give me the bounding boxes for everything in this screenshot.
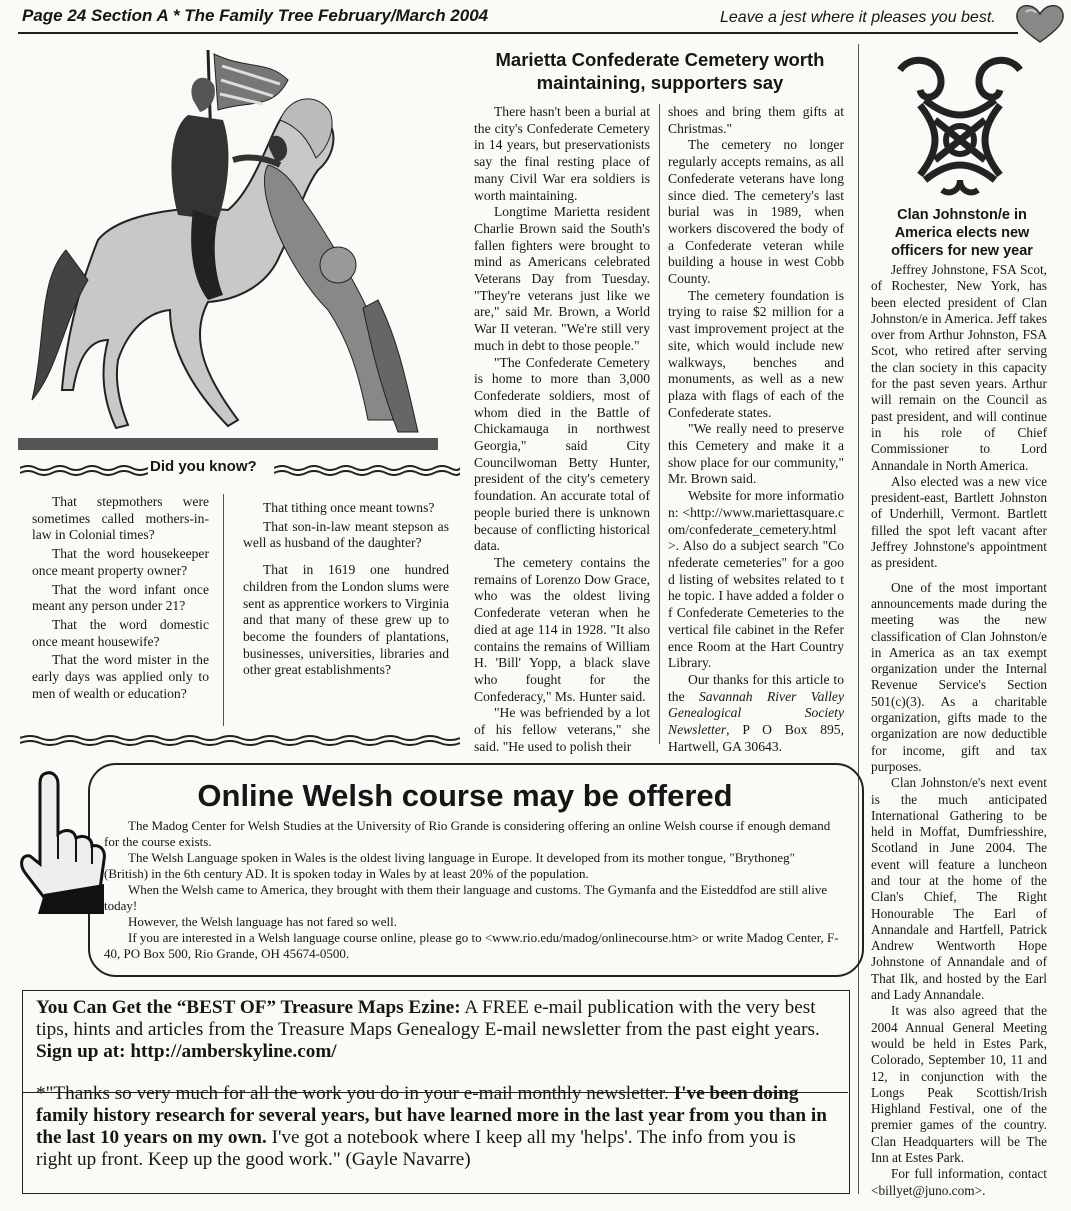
fact-item: That stepmothers were sometimes called mothers-in-law in Colonial times? bbox=[32, 494, 209, 543]
article-paragraph: Jeffrey Johnstone, FSA Scot, of Rochester, New York, has been elected president of Clan Johnston/e in America. Jeff takes over from Arthur Johnston, FSA Scot, who retired after serving the clan society in this capacity for the past seven years. Arthur will remain on the Council as past president, and will continue in his role of Chief Commissioner to Lord Annandale in North America. bbox=[871, 262, 1047, 473]
lead-bold: You Can Get the “BEST OF” Treasure Maps Ezine: bbox=[36, 997, 461, 1018]
fact-item: That the word housekeeper once meant property owner? bbox=[32, 546, 209, 578]
article-paragraph: There hasn't been a burial at the city's Confederate Cemetery in 14 years, but preservationists say the final resting place of many Civil War era soldiers is worth maintaining. bbox=[474, 104, 650, 203]
did-you-know-title: Did you know? bbox=[150, 458, 257, 475]
signup-link[interactable]: Sign up at: http://amberskyline.com/ bbox=[36, 1041, 337, 1062]
fact-item: That the word domestic once meant housewife? bbox=[32, 616, 209, 649]
welsh-paragraph: The Welsh Language spoken in Wales is the oldest living language in Europe. It developed from its mother tongue, "Brythoneg" (British) in the 6th century AD. It is spoken today in Wales by at least 20% of the population. bbox=[104, 850, 795, 881]
clan-column bbox=[871, 262, 1047, 1199]
article-paragraph: Longtime Marietta resident Charlie Brown said the South's fallen fighters were brought to mind as Americans celebrated Veterans Day from Tuesday. "They're veterans just like we are," said Mr. Brown, a World War II veteran. "We're still very much in debt to those people." bbox=[474, 204, 650, 353]
wavy-rule-right bbox=[274, 464, 460, 476]
clan-article-title: Clan Johnston/e in America elects new officers for new year bbox=[891, 207, 1033, 259]
article-paragraph: One of the most important announcements made during the meeting was the new classification of Clan Johnston/e in America as an tax exempt organization under the Internal Revenue Service's Section 501(c)(3). As a charitable organization, gifts made to the organization are now deductible for income, gift and tax purposes. bbox=[871, 579, 1047, 774]
quote-bold: I've been doing family history research for several years, but have learned more in the last year from you than in the last 10 years on my own. bbox=[36, 1083, 827, 1148]
column-divider bbox=[858, 44, 859, 1194]
article-paragraph: Also elected was a new vice president-east, Bartlett Johnston of Underhill, Vermont. Bartlett filled the spot left vacant after Jeffrey Johnstone's appointment as president. bbox=[871, 473, 1047, 571]
lead-text: A FREE e-mail publication with the very best tips, hints and articles from the Treasure Maps Genealogy E-mail newsletter from the past eight years. bbox=[36, 997, 820, 1040]
civil-war-illustration bbox=[18, 40, 463, 460]
column-divider bbox=[659, 104, 660, 744]
wavy-rule-left bbox=[20, 464, 148, 476]
article-paragraph: It was also agreed that the 2004 Annual General Meeting would be held in Estes Park, Colorado, September 10, 11 and 12, in conjunction with the Longs Peak Scottish/Irish Highland Festival, one of the premier games of the country. Clan Headquarters will be The Inn at Estes Park. bbox=[871, 1003, 1047, 1166]
cemetery-column-1 bbox=[474, 104, 650, 755]
page-header-left: Page 24 Section A * The Family Tree February/March 2004 bbox=[22, 6, 489, 25]
article-paragraph: Website for more information: <http://www.mariettasquare.com/confederate_cemetery.html>. Also do a subject search "Confederate cemeteries" for a good listing of websites related to the topic. I have added a folder of Confederate Cemeteries to the vertical file cabinet in the Reference Room at the Hart Country Library. bbox=[668, 488, 844, 671]
fact-item: That tithing once meant towns? bbox=[263, 500, 435, 515]
cemetery-column-2 bbox=[668, 104, 844, 755]
article-credit bbox=[668, 672, 844, 756]
article-paragraph: For full information, contact <billyet@juno.com>. bbox=[871, 1166, 1047, 1198]
did-you-know-column-1 bbox=[32, 494, 209, 704]
welsh-paragraph: When the Welsh came to America, they brought with them their language and customs. The Gymanfa and the Eisteddfod are still alive today! bbox=[104, 882, 828, 913]
fact-item: That the word mister in the early days was applied only to men of wealth or education? bbox=[32, 652, 209, 701]
wavy-rule-bottom bbox=[20, 734, 460, 746]
fact-item: That the word infant once meant any person under 21? bbox=[32, 581, 209, 614]
did-you-know-column-2 bbox=[243, 500, 449, 681]
fact-item: That son-in-law meant stepson as well as husband of the daughter? bbox=[243, 518, 449, 551]
cemetery-article-title: Marietta Confederate Cemetery worth maintaining, supporters say bbox=[495, 49, 825, 93]
page-header-motto: Leave a jest where it pleases you best. bbox=[720, 9, 996, 26]
treasure-maps-body bbox=[36, 997, 836, 1171]
welsh-course-title: Online Welsh course may be offered bbox=[197, 778, 733, 813]
celtic-knot-icon bbox=[880, 50, 1040, 200]
article-paragraph: Clan Johnston/e's next event is the much anticipated International Gathering to be held in Moffat, Dumfriesshire, Scotland in June 2004. The event will feature a luncheon and tour at the home of the Clan's Chief, The Right Honourable The Earl of Annandale and Hartfell, Patrick Andrew Wentworth Hope Johnstone of Annandale and of That Ilk, and hosted by the Earl and Lady Annandale. bbox=[871, 775, 1047, 1003]
article-paragraph: The cemetery no longer regularly accepts remains, as all Confederate veterans have long since died. The cemetery's last burial was in 1989, when workers discovered the body of a Confederate veteran while building a house in west Cobb County. bbox=[668, 137, 844, 287]
article-paragraph: The cemetery contains the remains of Lorenzo Dow Grace, who was the oldest living Confederate veteran when he died at age 114 in 1928. "It also contains the remains of William H. 'Bill' Yopp, a black slave who fought for the Confederacy," Ms. Hunter said. bbox=[474, 554, 650, 704]
heart-icon bbox=[1012, 2, 1068, 44]
quote-end: I've got a notebook where I keep all my 'helps'. The info from you is right up front. Keep up the good work." (Gayle Navarre) bbox=[36, 1127, 796, 1170]
welsh-paragraph: If you are interested in a Welsh language course online, please go to <www.rio.edu/madog/onlinecourse.htm> or write Madog Center, F-40, PO Box 500, Rio Grande, OH 45674-0500. bbox=[104, 930, 839, 961]
fact-item: That in 1619 one hundred children from the London slums were sent as apprentice workers to Virginia and that many of these grew up to become the founders of plantations, businesses, universities, libraries and other great establishments? bbox=[243, 562, 449, 678]
welsh-course-body bbox=[104, 818, 839, 962]
quote-start: *"Thanks so very much for all the work you do in your e-mail monthly newsletter. bbox=[36, 1083, 674, 1104]
article-paragraph: "The Confederate Cemetery is home to more than 3,000 Confederate soldiers, most of whom died in the Battle of Chickamauga in northwest Georgia," said City Councilwoman Betty Hunter, president of the city's cemetery foundation. An accurate total of people buried there is unknown because of conflicting historical data. bbox=[474, 354, 650, 554]
article-paragraph: "We really need to preserve this Cemetery and make it a show place for our community," Mr. Brown said. bbox=[668, 421, 844, 487]
pointing-hand-icon bbox=[4, 764, 114, 914]
welsh-paragraph: However, the Welsh language has not fared so well. bbox=[128, 914, 397, 929]
article-paragraph: The cemetery foundation is trying to raise $2 million for a vast improvement project at the site, which would include new walkways, benches and monuments, as well as a new plaza with flags of each of the Confederate states. bbox=[668, 287, 844, 420]
treasure-maps-lead bbox=[36, 997, 836, 1063]
credit-suffix: , P O Box 895, Hartwell, GA 30643. bbox=[668, 722, 844, 754]
column-divider bbox=[223, 494, 224, 726]
article-paragraph: shoes and bring them gifts at Christmas." bbox=[668, 104, 844, 136]
welsh-paragraph: The Madog Center for Welsh Studies at the University of Rio Grande is considering offering an online Welsh course if enough demand for the course exists. bbox=[104, 818, 831, 849]
credit-source: Savannah River Valley Genealogical Society Newsletter bbox=[668, 688, 844, 738]
header-rule bbox=[18, 32, 1018, 34]
article-paragraph: "He was befriended by a lot of his fellow veterans," she said. "He used to polish their bbox=[474, 705, 650, 754]
testimonial-quote bbox=[36, 1083, 836, 1171]
credit-prefix: Our thanks for this article to the bbox=[668, 671, 844, 704]
